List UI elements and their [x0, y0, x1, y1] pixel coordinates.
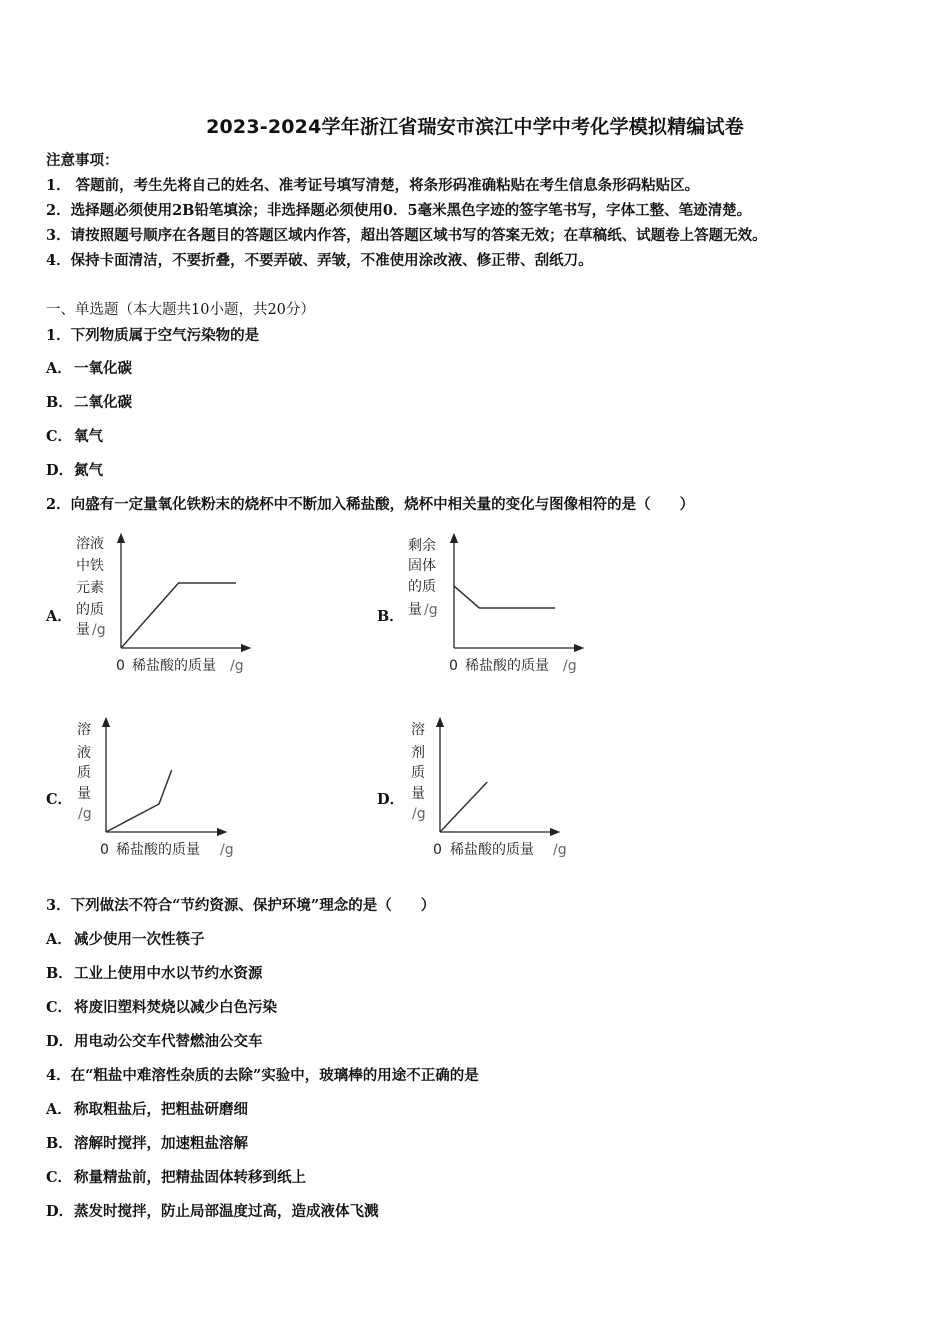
y-axis-unit: /g	[92, 622, 106, 638]
question-4-option-d[interactable]	[46, 1202, 379, 1222]
option-letter: B．	[46, 1135, 73, 1152]
y-axis-unit: /g	[78, 806, 92, 822]
y-axis-label: 溶液	[76, 536, 104, 552]
graph-b-letter[interactable]: B．	[377, 608, 404, 625]
y-axis-label: 的质	[76, 602, 104, 618]
y-axis-label: 量	[411, 786, 425, 802]
x-axis-label: 稀盐酸的质量	[450, 842, 534, 858]
option-text: 工业上使用中水以节约水资源	[74, 965, 263, 982]
question-1-option-c[interactable]	[46, 427, 103, 447]
question-3-option-c[interactable]	[46, 998, 277, 1018]
question-3-stem: 3．下列做法不符合“节约资源、保护环境”理念的是（ ）	[46, 897, 436, 914]
x-axis-unit: /g	[553, 842, 567, 858]
section-heading: 一、单选题（本大题共10小题，共20分）	[46, 302, 315, 318]
y-axis-label: 溶	[77, 722, 91, 738]
question-4-option-c[interactable]	[46, 1168, 306, 1188]
x-axis-label: 稀盐酸的质量	[465, 658, 549, 674]
option-letter: D．	[46, 1033, 74, 1050]
x-axis-unit: /g	[563, 658, 577, 674]
y-axis-label: 量	[77, 786, 91, 802]
graph-d-letter[interactable]: D．	[377, 791, 405, 808]
y-axis-label-lines	[411, 721, 426, 822]
origin-label: 0	[433, 842, 442, 858]
option-text: 氧气	[74, 428, 103, 445]
option-letter: C．	[46, 1169, 73, 1186]
y-axis-label-lines	[76, 535, 106, 638]
option-text: 减少使用一次性筷子	[74, 931, 205, 948]
option-letter: A．	[46, 360, 72, 377]
y-axis-label: 质	[411, 765, 425, 781]
y-axis-label-lines	[408, 538, 438, 618]
graph-c-letter[interactable]: C．	[46, 791, 73, 808]
option-text: 称量精盐前，把精盐固体转移到纸上	[74, 1169, 306, 1186]
question-1-stem: 1．下列物质属于空气污染物的是	[46, 327, 260, 344]
y-axis-label: 质	[77, 765, 91, 781]
origin-label: 0	[116, 658, 125, 674]
option-letter: B．	[46, 394, 73, 411]
y-axis-label: 固体	[408, 558, 436, 574]
graph-c-curve	[106, 770, 172, 832]
option-text: 蒸发时搅拌，防止局部温度过高，造成液体飞溅	[74, 1203, 379, 1220]
question-1-option-d[interactable]	[46, 461, 103, 481]
origin-label: 0	[449, 658, 458, 674]
notice-item: 3．请按照题号顺序在各题目的答题区域内作答，超出答题区域书写的答案无效；在草稿纸、试题卷上答题无效。	[46, 227, 767, 244]
question-3-option-a[interactable]	[46, 930, 205, 950]
y-axis-label: 元素	[76, 580, 104, 596]
question-3-option-b[interactable]	[46, 964, 263, 984]
question-1-option-a[interactable]	[46, 359, 132, 379]
graph-a-curve	[121, 583, 236, 648]
option-text: 用电动公交车代替燃油公交车	[74, 1033, 263, 1050]
option-text: 二氧化碳	[74, 394, 132, 411]
question-4-option-a[interactable]	[46, 1100, 248, 1120]
question-2-stem: 2．向盛有一定量氧化铁粉末的烧杯中不断加入稀盐酸，烧杯中相关量的变化与图像相符的是（ ）	[46, 496, 695, 513]
option-letter: B．	[46, 965, 73, 982]
notice-item: 2．选择题必须使用2B铅笔填涂；非选择题必须使用0．5毫米黑色字迹的签字笔书写，字体工整、笔迹清楚。	[46, 202, 752, 219]
option-text: 将废旧塑料焚烧以减少白色污染	[74, 999, 277, 1016]
x-axis-unit: /g	[230, 658, 244, 674]
question-4-option-b[interactable]	[46, 1134, 248, 1154]
option-letter: A．	[46, 1101, 72, 1118]
graph-d-curve	[440, 782, 487, 832]
option-letter: C．	[46, 428, 73, 445]
option-letter: A．	[46, 931, 72, 948]
graph-d	[403, 712, 593, 862]
origin-label: 0	[100, 842, 109, 858]
question-4-stem: 4．在“粗盐中难溶性杂质的去除”实验中，玻璃棒的用途不正确的是	[46, 1067, 479, 1084]
x-axis-unit: /g	[220, 842, 234, 858]
notice-item: 1． 答题前，考生先将自己的姓名、准考证号填写清楚，将条形码准确粘贴在考生信息条形码粘贴区。	[46, 177, 700, 194]
graph-c	[70, 712, 260, 862]
question-1-option-b[interactable]	[46, 393, 132, 413]
graph-b	[403, 530, 593, 680]
option-letter: C．	[46, 999, 73, 1016]
y-axis-label: 中铁	[76, 558, 104, 574]
y-axis-label: 溶	[411, 722, 425, 738]
y-axis-unit: /g	[424, 602, 438, 618]
y-axis-label-lines	[77, 721, 92, 822]
x-axis-label: 稀盐酸的质量	[116, 842, 200, 858]
notice-heading: 注意事项：	[46, 152, 119, 169]
option-text: 一氧化碳	[74, 360, 132, 377]
x-axis-label: 稀盐酸的质量	[132, 658, 216, 674]
y-axis-label: 液	[77, 745, 91, 761]
y-axis-label: 量	[408, 602, 422, 618]
y-axis-label: 的质	[408, 579, 436, 595]
y-axis-unit: /g	[412, 806, 426, 822]
graph-a-letter[interactable]: A．	[46, 608, 72, 625]
option-text: 溶解时搅拌，加速粗盐溶解	[74, 1135, 248, 1152]
notice-item: 4．保持卡面清洁，不要折叠，不要弄破、弄皱，不准使用涂改液、修正带、刮纸刀。	[46, 252, 593, 269]
y-axis-label: 量	[76, 622, 90, 638]
page-title: 2023-2024学年浙江省瑞安市滨江中学中考化学模拟精编试卷	[206, 116, 744, 138]
option-text: 氮气	[74, 462, 103, 479]
option-text: 称取粗盐后，把粗盐研磨细	[74, 1101, 248, 1118]
graph-b-curve	[454, 586, 555, 608]
graph-a	[70, 530, 260, 680]
option-letter: D．	[46, 462, 74, 479]
option-letter: D．	[46, 1203, 74, 1220]
question-3-option-d[interactable]	[46, 1032, 263, 1052]
y-axis-label: 剂	[411, 745, 425, 761]
y-axis-label: 剩余	[408, 538, 436, 554]
